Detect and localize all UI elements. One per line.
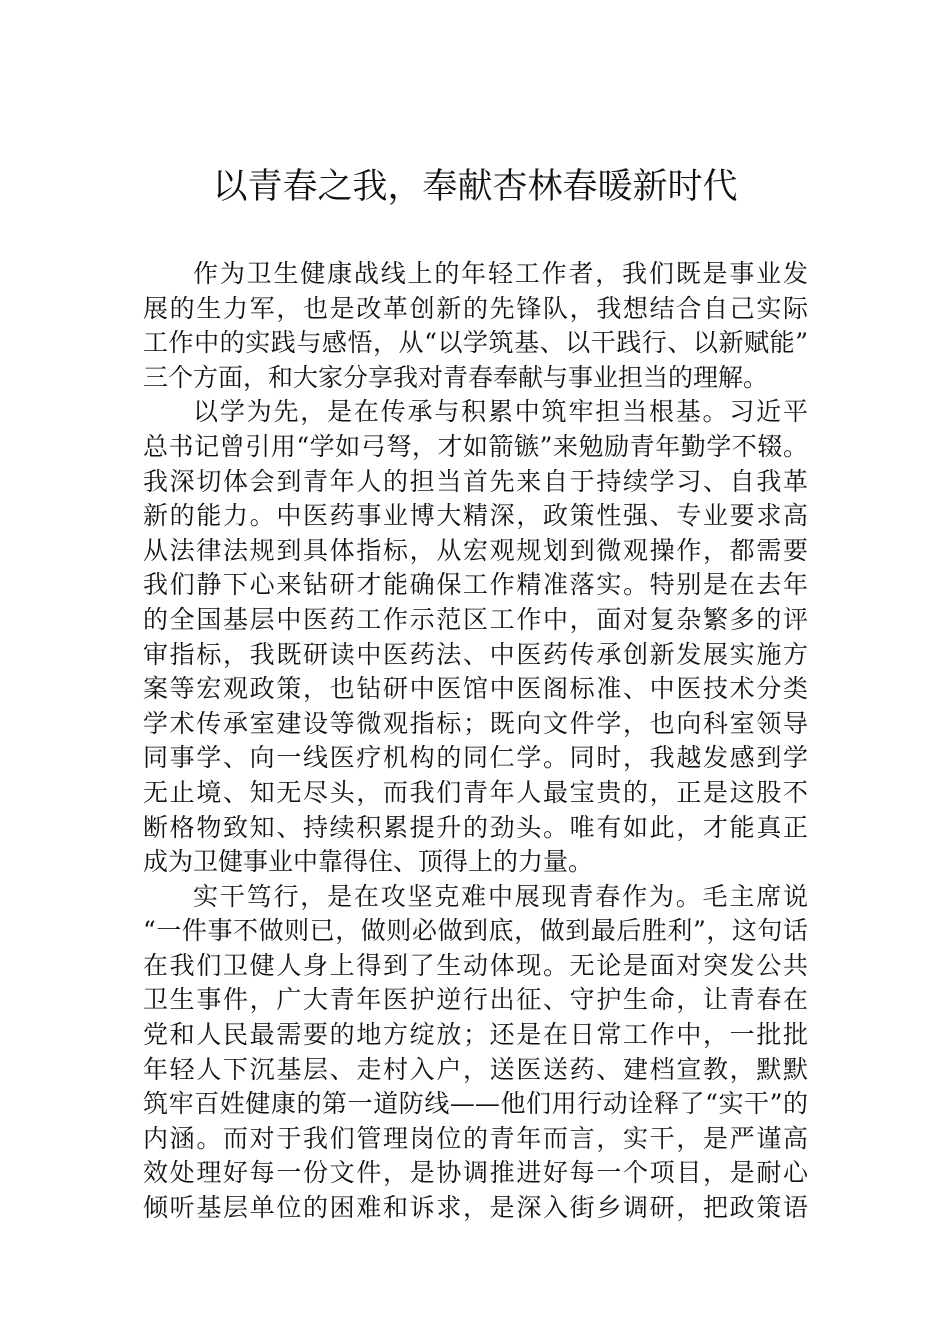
paragraph-2-line: 新的能力。中医药事业博大精深，政策性强、专业要求高: [143, 501, 808, 531]
paragraph-3-line: 实干笃行，是在攻坚克难中展现青春作为。毛主席说: [193, 881, 808, 911]
paragraph-2-line: 案等宏观政策，也钻研中医馆中医阁标准、中医技术分类: [143, 674, 808, 704]
paragraph-2-line: 同事学、向一线医疗机构的同仁学。同时，我越发感到学: [143, 743, 808, 773]
paragraph-2-line: 成为卫健事业中靠得住、顶得上的力量。: [143, 847, 594, 877]
paragraph-3-line: 党和人民最需要的地方绽放；还是在日常工作中，一批批: [143, 1020, 808, 1050]
paragraph-3-line: 内涵。而对于我们管理岗位的青年而言，实干，是严谨高: [143, 1123, 808, 1153]
paragraph-2-line: 无止境、知无尽头，而我们青年人最宝贵的，正是这股不: [143, 777, 808, 807]
paragraph-1-line: 作为卫生健康战线上的年轻工作者，我们既是事业发: [193, 259, 808, 288]
paragraph-2-line: 总书记曾引用“学如弓弩，才如箭镞”来勉励青年勤学不辍。: [143, 431, 808, 461]
paragraph-2-line: 的全国基层中医药工作示范区工作中，面对复杂繁多的评: [143, 604, 808, 634]
paragraph-2-line: 从法律法规到具体指标，从宏观规划到微观操作，都需要: [143, 535, 808, 565]
paragraph-3-line: 筑牢百姓健康的第一道防线——他们用行动诠释了“实干”的: [143, 1089, 808, 1119]
paragraph-3-line: 年轻人下沉基层、走村入户，送医送药、建档宣教，默默: [143, 1054, 808, 1084]
paragraph-1-line: 工作中的实践与感悟，从“以学筑基、以干践行、以新赋能”: [143, 328, 808, 358]
paragraph-2-line: 我们静下心来钻研才能确保工作精准落实。特别是在去年: [143, 570, 808, 600]
document-title: 以青春之我，奉献杏林春暖新时代: [212, 167, 738, 207]
paragraph-1-line: 三个方面，和大家分享我对青春奉献与事业担当的理解。: [143, 362, 769, 392]
paragraph-3-line: 倾听基层单位的困难和诉求，是深入街乡调研，把政策语: [143, 1193, 808, 1223]
paragraph-3-line: “一件事不做则已，做则必做到底，做到最后胜利”，这句话: [143, 916, 808, 946]
paragraph-3-line: 卫生事件，广大青年医护逆行出征、守护生命，让青春在: [143, 985, 808, 1015]
paragraph-3-line: 效处理好每一份文件，是协调推进好每一个项目，是耐心: [143, 1158, 808, 1188]
paragraph-2-line: 断格物致知、持续积累提升的劲头。唯有如此，才能真正: [143, 812, 808, 842]
paragraph-1-line: 展的生力军，也是改革创新的先锋队，我想结合自己实际: [143, 293, 808, 323]
paragraph-2-line: 审指标，我既研读中医药法、中医药传承创新发展实施方: [143, 639, 808, 669]
paragraph-2-line: 以学为先，是在传承与积累中筑牢担当根基。习近平: [193, 397, 808, 427]
paragraph-2-line: 我深切体会到青年人的担当首先来自于持续学习、自我革: [143, 466, 808, 496]
paragraph-2-line: 学术传承室建设等微观指标；既向文件学，也向科室领导: [143, 708, 808, 738]
paragraph-3-line: 在我们卫健人身上得到了生动体现。无论是面对突发公共: [143, 950, 808, 980]
document-body: [143, 257, 808, 1226]
